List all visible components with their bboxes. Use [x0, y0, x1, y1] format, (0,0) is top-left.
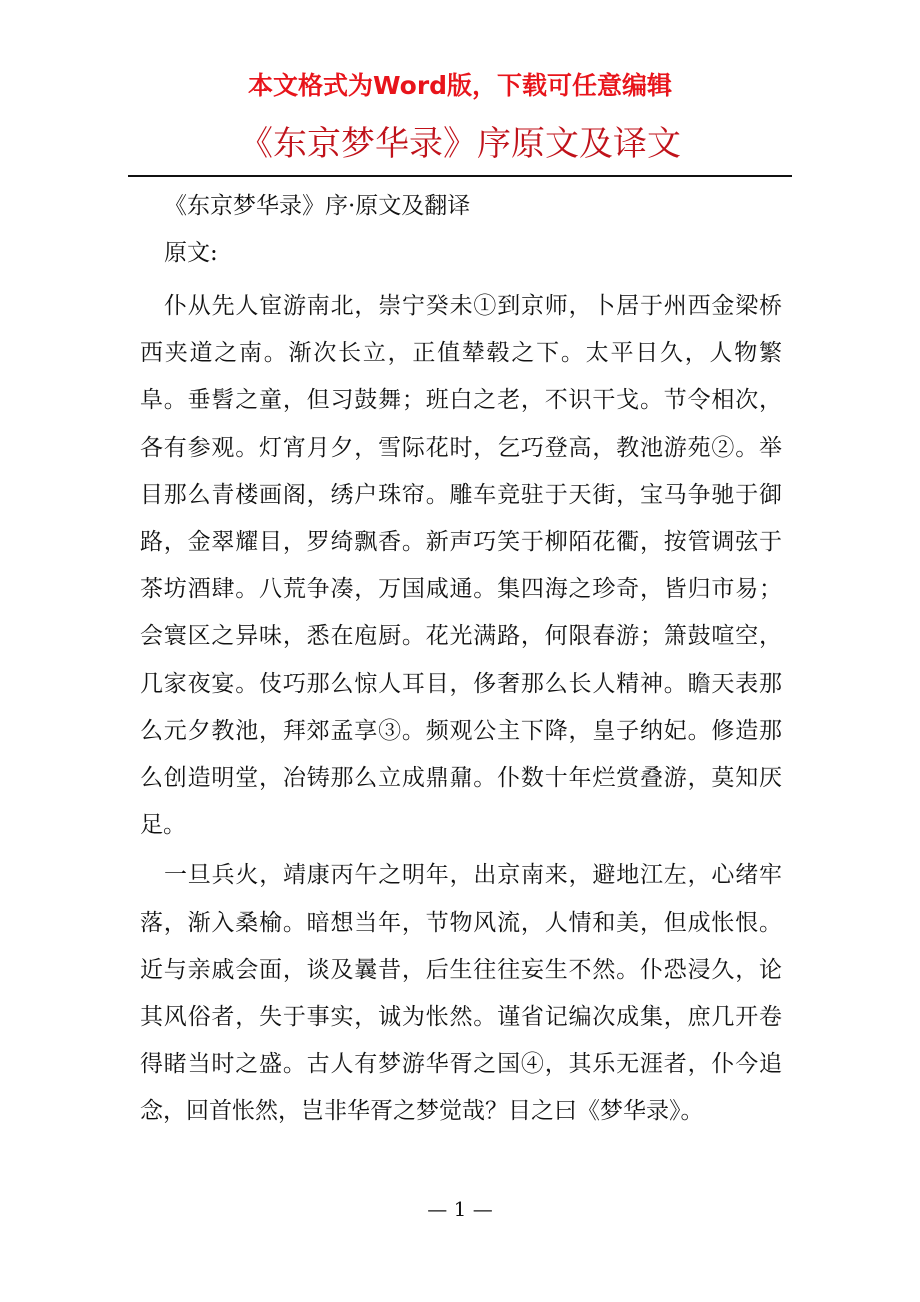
- word-format-notice: 本文格式为Word版，下载可任意编辑: [247, 71, 673, 100]
- section-label-original: 原文:: [164, 240, 218, 266]
- paragraph-2: 一旦兵火，靖康丙午之明年，出京南来，避地江左，心绪牢落，渐入桑榆。暗想当年，节物风流，人情和美，但成怅恨。近与亲戚会面，谈及曩昔，后生往往妄生不然。仆恐浸久，论其风俗者，失于事实，诚为怅然。谨省记编次成集，庶几开卷得睹当时之盛。古人有梦游华胥之国④，其乐无涯者，仆今追念，回首怅然，岂非华胥之梦觉哉？目之曰《梦华录》。: [140, 862, 782, 1125]
- title-divider: [128, 175, 792, 177]
- paragraph-1: 仆从先人宦游南北，崇宁癸未①到京师，卜居于州西金梁桥西夹道之南。渐次长立，正值辇毂之下。太平日久，人物繁阜。垂髫之童，但习鼓舞；班白之老，不识干戈。节令相次，各有参观。灯宵月夕，雪际花时，乞巧登高，教池游苑②。举目那么青楼画阁，绣户珠帘。雕车竞驻于天街，宝马争驰于御路，金翠耀目，罗绮飘香。新声巧笑于柳陌花衢，按管调弦于茶坊酒肆。八荒争凑，万国咸通。集四海之珍奇，皆归市易；会寰区之异味，悉在庖厨。花光满路，何限春游；箫鼓喧空，几家夜宴。伎巧那么惊人耳目，侈奢那么长人精神。瞻天表那么元夕教池，拜郊孟享③。频观公主下降，皇子纳妃。修造那么创造明堂，冶铸那么立成鼎鼐。仆数十年烂赏叠游，莫知厌足。: [140, 293, 782, 839]
- document-body: [140, 184, 782, 1136]
- document-subtitle: 《东京梦华录》序·原文及翻译: [164, 193, 471, 219]
- document-title: 《东京梦华录》序原文及译文: [239, 124, 681, 164]
- page-number: — 1 —: [427, 1197, 493, 1221]
